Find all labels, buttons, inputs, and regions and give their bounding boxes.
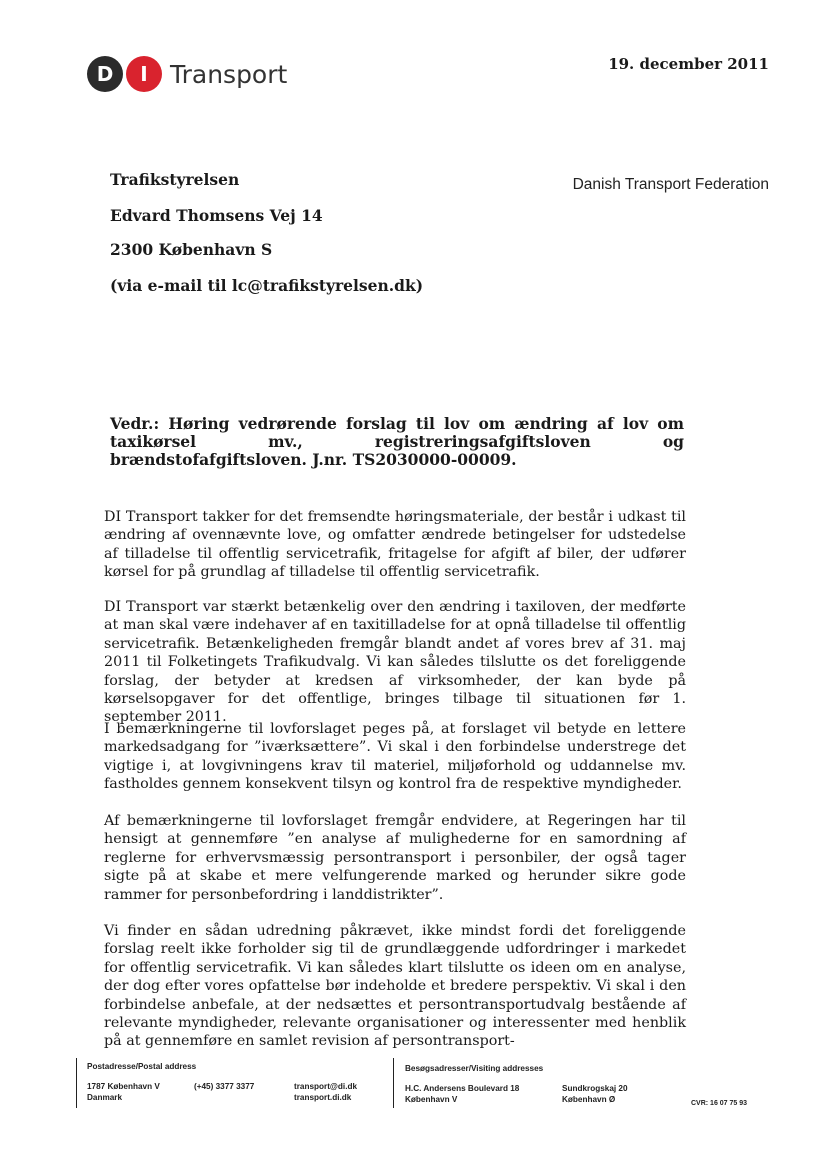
logo-i-circle: I (126, 56, 162, 92)
footer-postal-line-1: 1787 København V (87, 1082, 160, 1091)
recipient-line-1: Trafikstyrelsen (110, 170, 240, 189)
organization-name: Danish Transport Federation (572, 176, 769, 193)
body-paragraph-3: I bemærkningerne til lovforslaget peges på, at forslaget vil betyde en lettere markedsadgang for ”iværksættere”. Vi skal i den forbindelse understrege det vigtige i, at lovgivningens krav til materiel, miljøforhold og uddannelse mv. fastholdes gennem konsekvent tilsyn og kontrol fra de respektive myndigheder. (104, 721, 686, 793)
subject-line: Vedr.: Høring vedrørende forslag til lov om ændring af lov om taxikørsel mv., registreringsafgiftsloven og brændstofafgiftsloven. J.nr. TS2030000-00009. (110, 414, 684, 469)
body-paragraph-2: DI Transport var stærkt betænkelig over den ændring i taxiloven, der medførte at man skal være indehaver af en taxitilladelse for at opnå tilladelse til offentlig servicetrafik. Betænkeligheden fremgår blandt andet af vores brev af 31. maj 2011 til Folketingets Trafikudvalg. Vi kan således tilslutte os det foreliggende forslag, der betyder at kredsen af virksomheder, der kan byde på kørselsopgaver for det offentlige, bringes tilbage til situationen før 1. september 2011. (104, 599, 686, 726)
di-logo (87, 54, 287, 94)
footer-divider-right (393, 1058, 394, 1108)
recipient-line-3: 2300 København S (110, 240, 273, 259)
footer-visit2-line-2: København Ø (562, 1095, 616, 1104)
recipient-line-2: Edvard Thomsens Vej 14 (110, 206, 323, 225)
footer-website: transport.di.dk (294, 1093, 352, 1102)
footer-visit2-line-1: Sundkrogskaj 20 (562, 1084, 628, 1093)
footer-visiting-heading: Besøgsadresser/Visiting addresses (405, 1064, 544, 1073)
body-paragraph-4: Af bemærkningerne til lovforslaget fremgår endvidere, at Regeringen har til hensigt at gennemføre ”en analyse af mulighederne for en samordning af reglerne for erhvervsmæssig persontransport i personbiler, der også tager sigte på at skabe et mere velfungerende marked og herunder sikre gode rammer for personbefordring i landdistrikter”. (104, 813, 686, 903)
recipient-line-4: (via e-mail til lc@trafikstyrelsen.dk) (110, 276, 424, 295)
footer-postal-line-2: Danmark (87, 1093, 123, 1102)
logo-text: Transport (170, 59, 288, 89)
footer-phone: (+45) 3377 3377 (194, 1082, 255, 1091)
footer-divider-left (76, 1058, 77, 1108)
footer-email: transport@di.dk (294, 1082, 358, 1091)
body-paragraph-5: Vi finder en sådan udredning påkrævet, ikke mindst fordi det foreliggende forslag reelt ikke forholder sig til de grundlæggende udfordringer i markedet for offentlig servicetrafik. Vi kan således klart tilslutte os ideen om en analyse, der dog efter vores opfattelse bør indeholde et bredere perspektiv. Vi skal i den forbindelse anbefale, at der nedsættes et persontransportudvalg bestående af relevante myndigheder, relevante organisationer og interessenter med henblik på at gennemføre en samlet revision af persontransport- (104, 923, 686, 1050)
footer-postal-heading: Postadresse/Postal address (87, 1062, 197, 1071)
footer-visit1-line-2: København V (405, 1095, 458, 1104)
body-paragraph-1: DI Transport takker for det fremsendte høringsmateriale, der består i udkast til ændring af ovennævnte love, og omfatter ændrede betingelser for udstedelse af tilladelse til offentlig servicetrafik, fritagelse for afgift af biler, der udfører kørsel for på grundlag af tilladelse til offentlig servicetrafik. (104, 509, 686, 581)
footer-visit1-line-1: H.C. Andersens Boulevard 18 (405, 1084, 520, 1093)
logo-d-circle: D (87, 56, 123, 92)
letter-date: 19. december 2011 (608, 55, 769, 73)
footer-cvr: CVR: 16 07 75 93 (691, 1100, 748, 1107)
